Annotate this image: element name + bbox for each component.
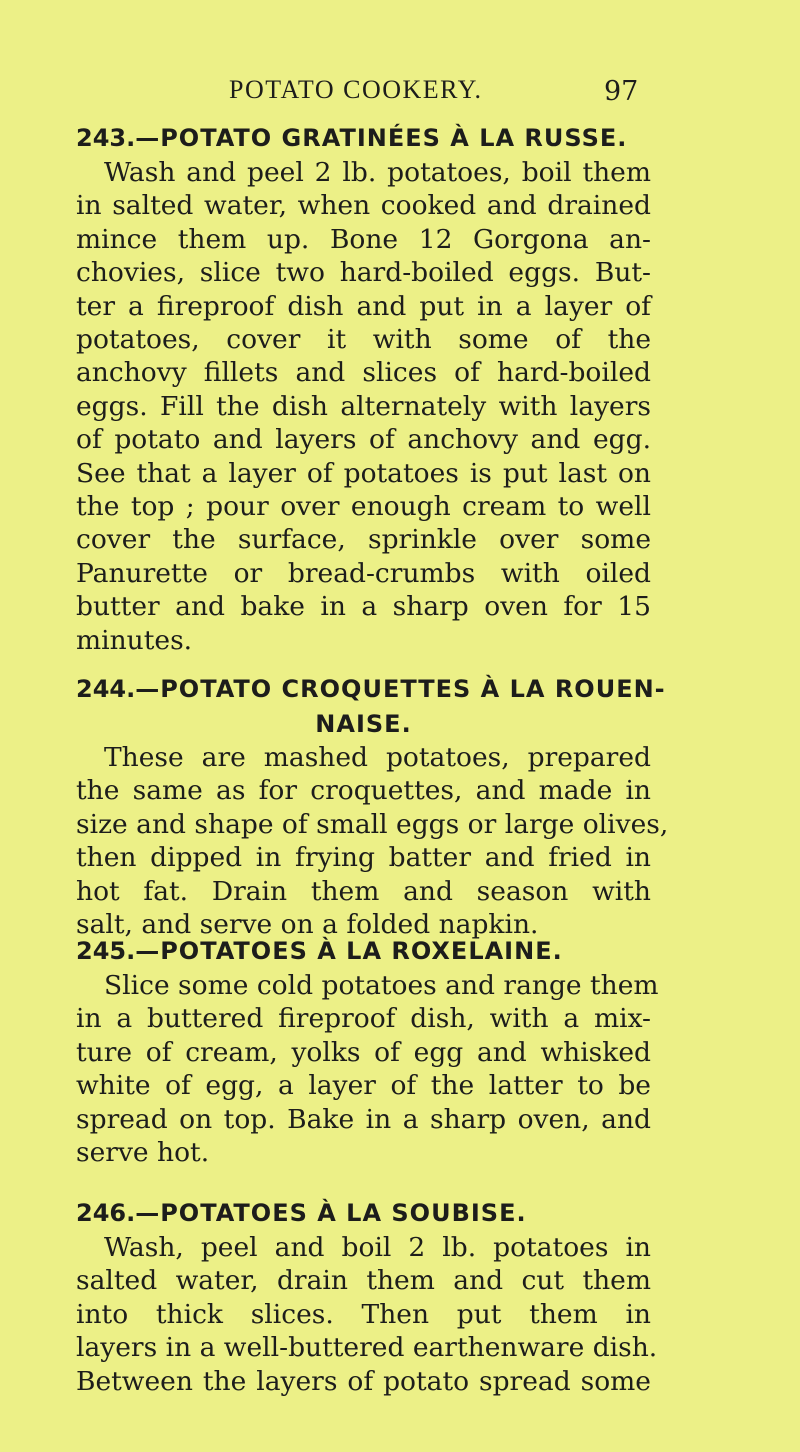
recipe-heading: —POTATO GRATINÉES À LA RUSSE. [135,124,628,152]
recipe-number: 245. [76,937,136,965]
text-line: Wash and peel 2 lb. potatoes, boil them [104,157,651,188]
recipe-title [76,933,651,969]
text-line: anchovy fillets and slices of hard-boiled [76,357,651,389]
recipe-number: 246. [76,1199,136,1227]
text-line: ter a fireproof dish and put in a layer of [76,290,651,322]
recipe-number: 243. [76,124,136,152]
text-line: size and shape of small eggs or large olives, [76,808,669,840]
text-line: of potato and layers of anchovy and egg. [76,424,651,456]
text-line: Wash, peel and boil 2 lb. potatoes in [104,1232,651,1263]
recipe-body [76,741,669,941]
text-line: salt, and serve on a folded napkin. [76,909,539,941]
recipe-244 [76,671,669,941]
recipe-heading: —POTATOES À LA SOUBISE. [135,1199,527,1227]
text-line: See that a layer of potatoes is put last on [76,457,651,489]
text-line: These are mashed potatoes, prepared [104,742,651,773]
text-line: spread on top. Bake in a sharp oven, and [76,1103,651,1135]
recipe-title-continuation: NAISE. [315,710,412,738]
running-header [0,74,800,114]
text-line: potatoes, cover it with some of the [76,324,651,356]
text-line: eggs. Fill the dish alternately with layers [76,390,651,422]
recipe-243 [76,120,651,657]
text-line: the top ; pour over enough cream to well [76,491,651,523]
recipe-body [76,969,659,1169]
text-line: then dipped in frying batter and fried in [76,842,651,874]
recipe-heading: —POTATO CROQUETTES À LA ROUEN- [135,675,666,703]
recipe-title [76,671,666,707]
recipe-body [76,156,651,657]
recipe-title [76,120,651,156]
text-line: Slice some cold potatoes and range them [104,970,659,1001]
recipe-246 [76,1195,658,1398]
text-line: serve hot. [76,1137,210,1169]
text-line: cover the surface, sprinkle over some [76,524,651,556]
text-line: in salted water, when cooked and drained [76,190,651,222]
recipe-title [76,1195,651,1231]
text-line: salted water, drain them and cut them [76,1265,651,1297]
recipe-heading: —POTATOES À LA ROXELAINE. [135,937,563,965]
text-line: mince them up. Bone 12 Gorgona an- [76,223,651,255]
text-line: ture of cream, yolks of egg and whisked [76,1036,651,1068]
recipe-245 [76,933,659,1169]
text-line: the same as for croquettes, and made in [76,775,651,807]
recipe-number: 244. [76,675,136,703]
text-line: white of egg, a layer of the latter to be [76,1070,651,1102]
text-line: layers in a well-buttered earthenware dish. [76,1332,658,1364]
running-header-title: POTATO COOKERY. [229,75,483,104]
text-line: into thick slices. Then put them in [76,1298,651,1330]
text-line: minutes. [76,624,193,656]
text-line: chovies, slice two hard-boiled eggs. But- [76,257,651,289]
text-line: butter and bake in a sharp oven for 15 [76,591,651,623]
text-line: in a buttered fireproof dish, with a mix- [76,1003,651,1035]
text-line: Between the layers of potato spread some [76,1365,651,1397]
page-number: 97 [604,76,639,107]
recipe-body [76,1231,658,1398]
text-line: Panurette or bread-crumbs with oiled [76,557,651,589]
text-line: hot fat. Drain them and season with [76,875,651,907]
